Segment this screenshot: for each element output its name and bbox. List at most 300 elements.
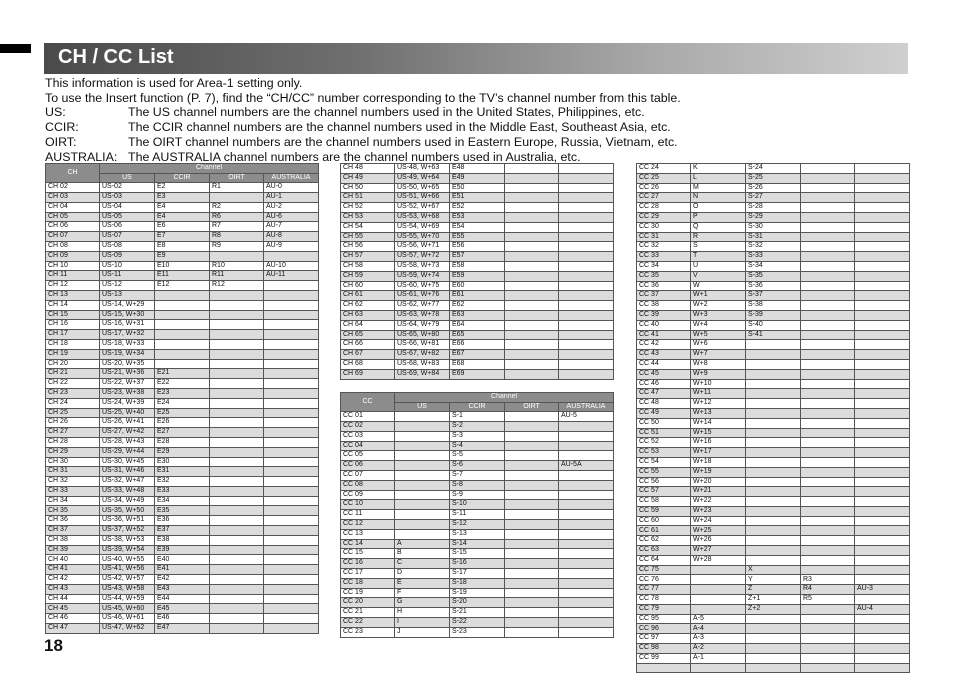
table-cell	[264, 369, 319, 379]
table-cell: CC 23	[341, 627, 395, 637]
ch-table-row	[341, 183, 614, 193]
cc-table-row	[637, 350, 910, 360]
table-cell	[801, 418, 855, 428]
table-cell: E48	[450, 164, 505, 174]
cc-table-row	[637, 575, 910, 585]
table-cell	[559, 183, 614, 193]
table-cell: CH 36	[46, 516, 100, 526]
cc-table-row	[637, 203, 910, 213]
table-cell: CC 06	[341, 461, 395, 471]
table-cell	[210, 369, 264, 379]
table-cell: CC 97	[637, 634, 691, 644]
cc-table-row	[341, 549, 614, 559]
table-cell: CH 50	[341, 183, 395, 193]
table-cell	[264, 614, 319, 624]
table-cell: CH 21	[46, 369, 100, 379]
table-cell	[559, 320, 614, 330]
table-cell: S-39	[746, 310, 801, 320]
table-cell	[855, 595, 910, 605]
table-cell: US-57, W+72	[395, 252, 450, 262]
table-cell: S-23	[450, 627, 505, 637]
term-australia	[45, 150, 925, 165]
table-cell: S-38	[746, 301, 801, 311]
table-cell: E41	[155, 565, 210, 575]
table-cell: S-22	[450, 617, 505, 627]
term-label: CCIR:	[45, 120, 79, 135]
table-cell: R6	[210, 212, 264, 222]
table-cell: E60	[450, 281, 505, 291]
table-cell: CH 15	[46, 310, 100, 320]
table-cell: CC 61	[637, 526, 691, 536]
table-cell: CC 22	[341, 617, 395, 627]
cc-table-row	[637, 389, 910, 399]
table-cell	[264, 339, 319, 349]
term-us	[45, 105, 925, 120]
ch-table-row	[341, 271, 614, 281]
table-cell: US-15, W+30	[100, 310, 155, 320]
table-cell	[264, 300, 319, 310]
table-cell: CC 05	[341, 451, 395, 461]
table-cell	[264, 506, 319, 516]
table-cell: E28	[155, 437, 210, 447]
table-cell: CH 44	[46, 594, 100, 604]
table-cell	[264, 486, 319, 496]
table-cell	[505, 291, 559, 301]
table-cell	[746, 663, 801, 673]
table-cell: CC 29	[637, 212, 691, 222]
table-cell: Y	[746, 575, 801, 585]
table-cell	[855, 212, 910, 222]
table-cell: E8	[155, 241, 210, 251]
table-cell	[505, 500, 559, 510]
table-cell	[210, 467, 264, 477]
cc-table-row	[637, 448, 910, 458]
table-cell	[559, 510, 614, 520]
table-cell: S-21	[450, 608, 505, 618]
table-cell: CC 60	[637, 516, 691, 526]
table-cell: US-22, W+37	[100, 379, 155, 389]
table-cell: US-04	[100, 202, 155, 212]
table-cell: US-38, W+53	[100, 535, 155, 545]
table-cell: X	[746, 565, 801, 575]
table-cell: US-41, W+56	[100, 565, 155, 575]
cc-table-part-2	[636, 163, 910, 673]
table-cell: W+14	[691, 418, 746, 428]
table-cell	[855, 575, 910, 585]
table-cell: W+2	[691, 301, 746, 311]
cc-table-row	[637, 585, 910, 595]
table-cell: US-39, W+54	[100, 545, 155, 555]
cc-table-row	[341, 451, 614, 461]
table-cell: US-25, W+40	[100, 408, 155, 418]
table-cell: CH 35	[46, 506, 100, 516]
table-cell: CH 23	[46, 388, 100, 398]
table-cell: CH 55	[341, 232, 395, 242]
table-cell	[210, 408, 264, 418]
table-cell: CC 32	[637, 242, 691, 252]
table-cell: US-17, W+32	[100, 330, 155, 340]
table-cell: CH 41	[46, 565, 100, 575]
table-cell: E26	[155, 418, 210, 428]
table-cell: W+26	[691, 536, 746, 546]
table-cell: C	[395, 559, 450, 569]
table-cell	[264, 555, 319, 565]
table-cell	[264, 526, 319, 536]
table-cell	[264, 467, 319, 477]
table-cell: US-61, W+76	[395, 291, 450, 301]
cc-table-row	[341, 441, 614, 451]
cc-table-row	[341, 431, 614, 441]
table-cell: US-13	[100, 290, 155, 300]
table-cell	[505, 232, 559, 242]
table-cell: S-37	[746, 291, 801, 301]
table-cell	[855, 438, 910, 448]
table-cell	[801, 232, 855, 242]
cc-table-row	[341, 480, 614, 490]
ch-table-row	[46, 251, 319, 261]
table-cell	[801, 408, 855, 418]
cc-table-row	[637, 330, 910, 340]
table-cell	[746, 555, 801, 565]
table-cell	[559, 490, 614, 500]
table-cell: E24	[155, 398, 210, 408]
table-cell: CC 24	[637, 164, 691, 174]
table-cell	[559, 350, 614, 360]
table-cell: S-17	[450, 568, 505, 578]
col-header-cc: CC	[341, 393, 395, 412]
col-header-oirt: OIRT	[210, 173, 264, 183]
table-cell	[505, 470, 559, 480]
ch-table-row	[46, 310, 319, 320]
table-cell: H	[395, 608, 450, 618]
table-cell: CC 45	[637, 369, 691, 379]
table-cell: US-12	[100, 281, 155, 291]
table-cell	[210, 477, 264, 487]
table-cell: US-36, W+51	[100, 516, 155, 526]
table-cell: US-08	[100, 241, 155, 251]
table-cell: K	[691, 164, 746, 174]
ch-table-row	[46, 457, 319, 467]
table-cell: CH 20	[46, 359, 100, 369]
table-cell	[395, 519, 450, 529]
table-cell: E22	[155, 379, 210, 389]
table-cell: AU-1	[264, 192, 319, 202]
table-cell	[855, 653, 910, 663]
table-cell: CC 46	[637, 379, 691, 389]
table-cell	[746, 389, 801, 399]
table-cell	[210, 330, 264, 340]
table-cell	[155, 320, 210, 330]
table-cell: S-29	[746, 212, 801, 222]
table-cell	[264, 379, 319, 389]
table-cell	[210, 251, 264, 261]
table-cell	[210, 359, 264, 369]
table-cell	[801, 252, 855, 262]
table-cell: E4	[155, 212, 210, 222]
table-cell: N	[691, 193, 746, 203]
term-label: AUSTRALIA:	[45, 149, 118, 164]
ch-table-row	[46, 604, 319, 614]
table-cell	[801, 242, 855, 252]
table-cell: S-24	[746, 164, 801, 174]
table-cell: CH 43	[46, 584, 100, 594]
table-cell	[559, 588, 614, 598]
cc-table-row	[637, 320, 910, 330]
table-cell: S-7	[450, 470, 505, 480]
table-cell	[855, 418, 910, 428]
table-cell: E64	[450, 320, 505, 330]
table-cell	[155, 300, 210, 310]
cc-table-row	[637, 663, 910, 673]
table-cell	[559, 271, 614, 281]
table-cell: CH 69	[341, 369, 395, 379]
table-cell: CH 16	[46, 320, 100, 330]
table-cell: W+15	[691, 428, 746, 438]
ch-table-row	[46, 447, 319, 457]
page-number: 18	[44, 636, 63, 655]
table-cell	[746, 497, 801, 507]
table-cell	[746, 467, 801, 477]
ch-table-row	[46, 241, 319, 251]
table-cell: CH 07	[46, 232, 100, 242]
table-cell: CH 58	[341, 261, 395, 271]
table-cell: CH 63	[341, 310, 395, 320]
table-cell: CC 10	[341, 500, 395, 510]
table-cell: AU-5A	[559, 461, 614, 471]
table-cell	[559, 203, 614, 213]
table-cell	[801, 457, 855, 467]
cc-table-row	[637, 232, 910, 242]
table-cell	[505, 252, 559, 262]
table-cell	[801, 203, 855, 213]
table-cell	[505, 330, 559, 340]
table-cell: US-55, W+70	[395, 232, 450, 242]
cc-table-row	[341, 490, 614, 500]
table-cell: E49	[450, 173, 505, 183]
table-cell: CH 49	[341, 173, 395, 183]
table-cell: E51	[450, 193, 505, 203]
table-cell: US-64, W+79	[395, 320, 450, 330]
table-cell: E38	[155, 535, 210, 545]
table-cell: CC 55	[637, 467, 691, 477]
table-cell	[264, 290, 319, 300]
table-cell: US-20, W+35	[100, 359, 155, 369]
table-cell: US-19, W+34	[100, 349, 155, 359]
table-cell	[264, 535, 319, 545]
table-cell: CC 98	[637, 644, 691, 654]
title-bar	[44, 43, 908, 74]
table-cell	[746, 536, 801, 546]
table-cell: S-25	[746, 173, 801, 183]
table-cell: AU-6	[264, 212, 319, 222]
table-cell: AU-4	[855, 604, 910, 614]
table-cell	[855, 408, 910, 418]
table-cell: CC 63	[637, 546, 691, 556]
col-header-ch: CH	[46, 164, 100, 183]
ch-table-row	[46, 418, 319, 428]
table-cell: US-31, W+46	[100, 467, 155, 477]
table-cell: AU-10	[264, 261, 319, 271]
table-cell: CH 64	[341, 320, 395, 330]
table-cell: E54	[450, 222, 505, 232]
table-cell	[505, 627, 559, 637]
table-cell: CH 54	[341, 222, 395, 232]
table-cell: S-15	[450, 549, 505, 559]
table-cell: CC 59	[637, 506, 691, 516]
table-cell	[746, 418, 801, 428]
table-cell	[505, 529, 559, 539]
table-cell	[801, 536, 855, 546]
table-cell: E31	[155, 467, 210, 477]
table-cell: CC 57	[637, 487, 691, 497]
table-cell: R9	[210, 241, 264, 251]
table-cell: E57	[450, 252, 505, 262]
cc-table-row	[637, 457, 910, 467]
table-cell	[801, 497, 855, 507]
intro-text	[45, 76, 925, 164]
table-cell: R11	[210, 271, 264, 281]
table-cell	[801, 320, 855, 330]
table-cell: E69	[450, 369, 505, 379]
table-cell	[801, 310, 855, 320]
table-cell: W+18	[691, 457, 746, 467]
table-cell: E27	[155, 428, 210, 438]
table-cell	[801, 614, 855, 624]
col-header-us: US	[395, 402, 450, 412]
table-cell	[210, 300, 264, 310]
table-cell	[505, 281, 559, 291]
table-cell	[210, 594, 264, 604]
table-cell: US-33, W+48	[100, 486, 155, 496]
table-cell	[801, 330, 855, 340]
table-cell	[210, 388, 264, 398]
table-cell: W+7	[691, 350, 746, 360]
ch-table-row	[46, 398, 319, 408]
table-cell: US-14, W+29	[100, 300, 155, 310]
table-cell: US-44, W+59	[100, 594, 155, 604]
table-cell	[855, 555, 910, 565]
table-cell	[746, 653, 801, 663]
table-cell: S-28	[746, 203, 801, 213]
table-cell: CC 58	[637, 497, 691, 507]
col-header-oirt: OIRT	[505, 402, 559, 412]
table-cell	[801, 183, 855, 193]
table-cell	[855, 536, 910, 546]
table-cell: US-42, W+57	[100, 575, 155, 585]
table-cell	[505, 519, 559, 529]
table-cell: CH 62	[341, 301, 395, 311]
cc-table-row	[637, 408, 910, 418]
table-cell	[746, 457, 801, 467]
table-cell: S-6	[450, 461, 505, 471]
table-cell: CC 64	[637, 555, 691, 565]
table-cell: US-29, W+44	[100, 447, 155, 457]
cc-table-row	[637, 418, 910, 428]
ch-table-row	[46, 565, 319, 575]
table-cell	[801, 428, 855, 438]
table-cell	[155, 330, 210, 340]
table-cell: AU-11	[264, 271, 319, 281]
ch-table-row	[46, 408, 319, 418]
table-cell: CH 08	[46, 241, 100, 251]
table-cell	[746, 614, 801, 624]
table-cell: R7	[210, 222, 264, 232]
ch-table-row	[341, 359, 614, 369]
table-cell: US-23, W+38	[100, 388, 155, 398]
table-cell	[855, 369, 910, 379]
ch-table-row	[341, 173, 614, 183]
term-desc: The AUSTRALIA channel numbers are the channel numbers used in Australia, etc.	[128, 149, 581, 164]
table-cell	[210, 604, 264, 614]
ch-table-row	[341, 291, 614, 301]
table-cell: CH 33	[46, 486, 100, 496]
table-cell	[264, 398, 319, 408]
table-cell	[395, 500, 450, 510]
table-cell	[395, 431, 450, 441]
table-cell	[559, 173, 614, 183]
cc-table-row	[637, 222, 910, 232]
table-cell	[746, 438, 801, 448]
table-cell	[801, 301, 855, 311]
table-cell: A-4	[691, 624, 746, 634]
table-cell: CH 24	[46, 398, 100, 408]
table-cell	[559, 310, 614, 320]
table-cell: US-27, W+42	[100, 428, 155, 438]
cc-table-row	[341, 461, 614, 471]
table-cell	[559, 242, 614, 252]
table-cell	[801, 634, 855, 644]
table-cell: G	[395, 598, 450, 608]
table-cell: R8	[210, 232, 264, 242]
table-cell	[210, 506, 264, 516]
table-cell: CC 53	[637, 448, 691, 458]
table-cell	[559, 281, 614, 291]
table-cell	[505, 173, 559, 183]
table-cell: US-03	[100, 192, 155, 202]
table-cell: CC 20	[341, 598, 395, 608]
table-cell: W+28	[691, 555, 746, 565]
table-cell: E33	[155, 486, 210, 496]
table-cell	[746, 359, 801, 369]
ch-table-row	[341, 261, 614, 271]
table-cell: CC 13	[341, 529, 395, 539]
table-cell: E50	[450, 183, 505, 193]
table-cell: US-46, W+61	[100, 614, 155, 624]
table-cell: S-41	[746, 330, 801, 340]
col-header-ccir: CCIR	[155, 173, 210, 183]
ch-table-row	[341, 350, 614, 360]
table-cell: US-66, W+81	[395, 340, 450, 350]
cc-table-row	[637, 477, 910, 487]
table-cell: E62	[450, 301, 505, 311]
table-cell: A-5	[691, 614, 746, 624]
table-cell: CC 49	[637, 408, 691, 418]
table-cell: US-48, W+63	[395, 164, 450, 174]
table-cell: E4	[155, 202, 210, 212]
table-cell: CC 33	[637, 252, 691, 262]
ch-table-row	[341, 242, 614, 252]
table-cell	[801, 467, 855, 477]
table-cell: CC 21	[341, 608, 395, 618]
table-cell: CH 19	[46, 349, 100, 359]
table-cell: CC 39	[637, 310, 691, 320]
table-cell	[801, 340, 855, 350]
table-cell: CH 34	[46, 496, 100, 506]
table-cell: E61	[450, 291, 505, 301]
table-cell: R5	[801, 595, 855, 605]
table-cell	[746, 477, 801, 487]
table-cell	[210, 428, 264, 438]
